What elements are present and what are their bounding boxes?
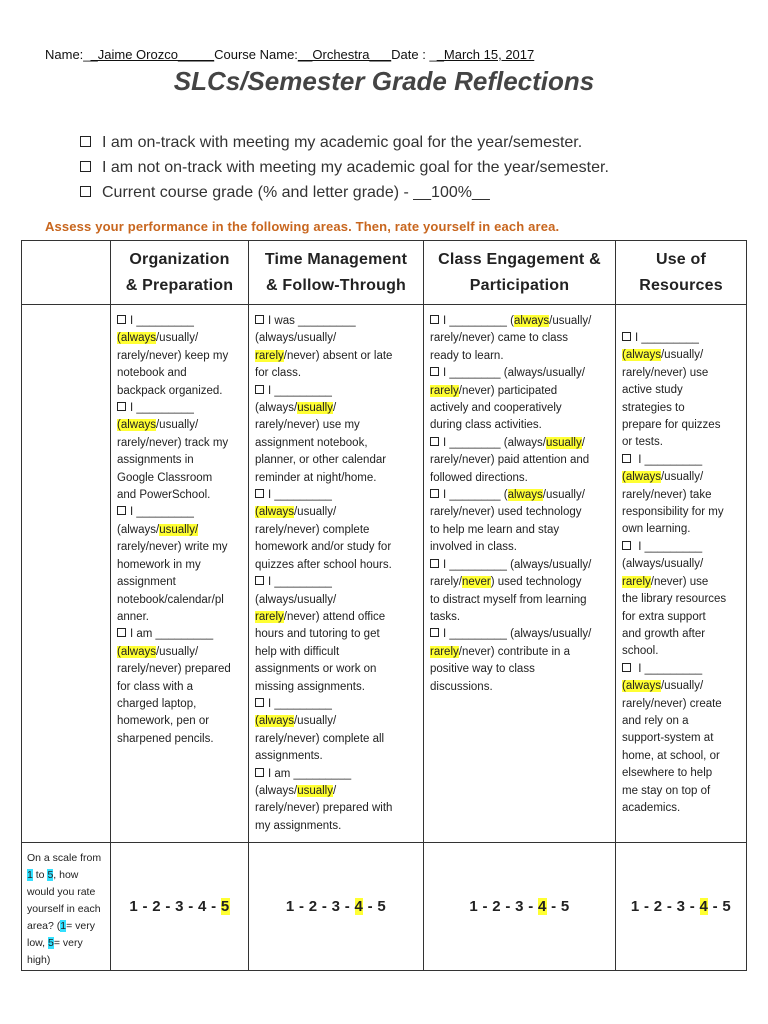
instructions: Assess your performance in the following areas. Then, rate yourself in each area.: [45, 219, 560, 234]
goal-checklist: [80, 132, 609, 207]
date-value: _March 15, 2017: [436, 47, 535, 62]
column-header-use-of-resources: Use of Resources: [616, 241, 747, 305]
table-row-statements: [22, 305, 747, 843]
checklist-item-label: I am on-track with meeting my academic goal for the year/semester.: [102, 134, 583, 151]
column-header-organization: Organization & Preparation: [111, 241, 249, 305]
checklist-item-label: I am not on-track with meeting my academic goal for the year/semester.: [102, 159, 609, 176]
name-label: Name:_: [45, 47, 91, 62]
page-title: SLCs/Semester Grade Reflections: [173, 66, 595, 96]
checkbox-icon[interactable]: [80, 186, 91, 197]
course-value: __Orchestra___: [297, 47, 392, 62]
scale-question-cell: On a scale from 1 to 5, how would you rate yourself in each area? (1= very low, 5= very high): [22, 843, 111, 971]
selected-rating: 4: [354, 898, 364, 915]
column-header-time-management: Time Management & Follow-Through: [249, 241, 424, 305]
header-line: [45, 47, 534, 62]
date-label: Date : _: [391, 47, 437, 62]
course-label: Course Name:: [214, 47, 298, 62]
statements-class-engagement: I _________ (always/usually/ rarely/never) came to class ready to learn. I ________ (always/usually/ rarely/never) participated actively and cooperatively during class activities. I ________ (always/usually/ rarely/never) paid attention and followed directions. I ________ (always/usually/ rarely/never) used technology to help me learn and stay involved in class. I _________ (always/usually/ rarely/never) used technology to distract myself from learning tasks. I _________ (always/usually/ rarely/never) contribute in a positive way to class discussions.: [424, 305, 616, 843]
selected-rating: 4: [538, 898, 547, 915]
reflection-table: [21, 240, 747, 971]
header-empty-cell: [22, 241, 111, 305]
rating-use-of-resources[interactable]: 1 - 2 - 3 - 4 - 5: [616, 843, 747, 971]
checklist-item[interactable]: [80, 132, 609, 157]
statements-organization: I _________ (always/usually/ rarely/never) keep my notebook and backpack organized. I _________ (always/usually/ rarely/never) track my assignments in Google Classroom and PowerSchool. I _________ (always/usually/ rarely/never) write my homework in my assignment notebook/calendar/pl anner. I am _________ (always/usually/ rarely/never) prepared for class with a charged laptop, homework, pen or sharpened pencils.: [111, 305, 249, 843]
column-header-class-engagement: Class Engagement & Participation: [424, 241, 616, 305]
table-row-ratings: [22, 843, 747, 971]
selected-rating: 5: [220, 898, 230, 915]
checkbox-icon[interactable]: [80, 161, 91, 172]
checklist-item[interactable]: [80, 182, 609, 207]
statements-use-of-resources: I _________ (always/usually/ rarely/never) use active study strategies to prepare for quizzes or tests. I _________ (always/usually/ rarely/never) take responsibility for my own learning. I _________ (always/usually/ rarely/never) use the library resources for extra support and growth after school. I _________ (always/usually/ rarely/never) create and rely on a support-system at home, at school, or elsewhere to help me stay on top of academics.: [616, 305, 747, 843]
rating-class-engagement[interactable]: 1 - 2 - 3 - 4 - 5: [424, 843, 616, 971]
rating-organization[interactable]: 1 - 2 - 3 - 4 - 5: [111, 843, 249, 971]
selected-rating: 4: [699, 898, 709, 915]
statements-time-management: I was _________ (always/usually/ rarely/never) absent or late for class. I _________ (always/usually/ rarely/never) use my assignment notebook, planner, or other calendar reminder at night/home. I _________ (always/usually/ rarely/never) complete homework and/or study for quizzes after school hours. I _________ (always/usually/ rarely/never) attend office hours and tutoring to get help with difficult assignments or work on missing assignments. I _________ (always/usually/ rarely/never) complete all assignments. I am _________ (always/usually/ rarely/never) prepared with my assignments.: [249, 305, 424, 843]
checklist-item[interactable]: [80, 157, 609, 182]
row-label-empty: [22, 305, 111, 843]
checklist-item-label: Current course grade (% and letter grade) - __100%__: [102, 184, 490, 201]
checkbox-icon[interactable]: [80, 136, 91, 147]
rating-time-management[interactable]: 1 - 2 - 3 - 4 - 5: [249, 843, 424, 971]
name-value: _Jaime Orozco_____: [90, 47, 215, 62]
table-header-row: [22, 241, 747, 305]
